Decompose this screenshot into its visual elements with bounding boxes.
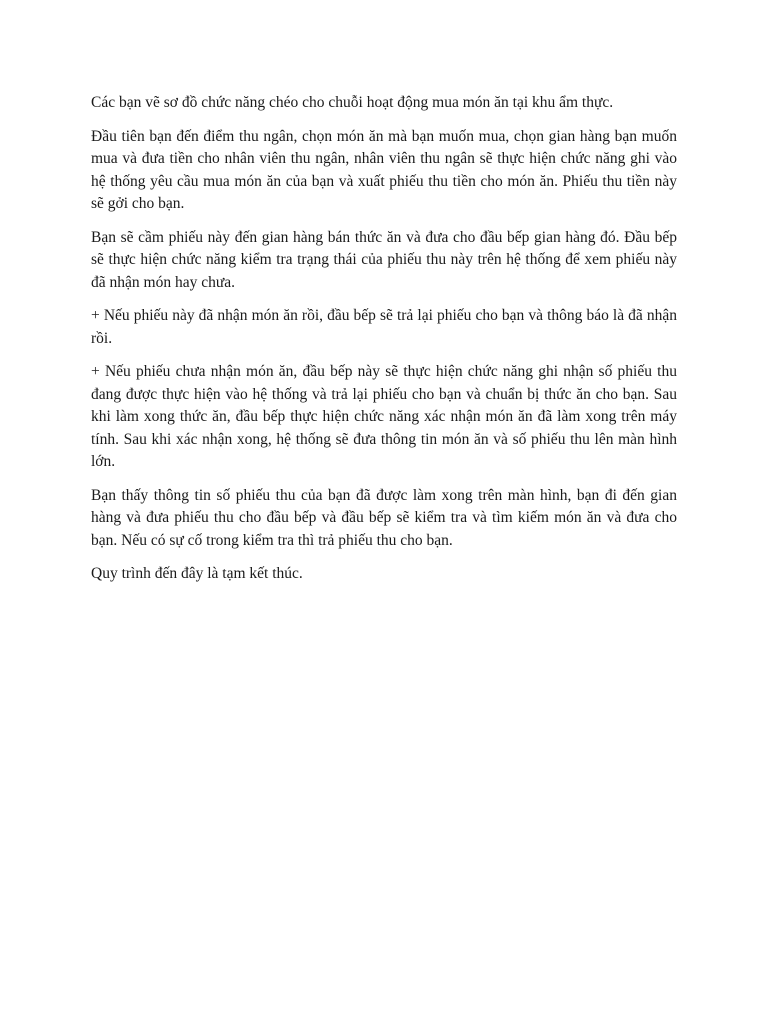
paragraph-end: Quy trình đến đây là tạm kết thúc. [91,565,303,582]
document-body [91,92,677,597]
paragraph-intro: Các bạn vẽ sơ đồ chức năng chéo cho chuỗi hoạt động mua món ăn tại khu ẩm thực. [91,94,614,111]
paragraph-not-received: + Nếu phiếu chưa nhận món ăn, đầu bếp này sẽ thực hiện chức năng ghi nhận số phiếu thu đang được thực hiện vào hệ thống và trả lại phiếu cho bạn và chuẩn bị thức ăn cho bạn. Sau khi làm xong thức ăn, đầu bếp thực hiện chức năng xác nhận món ăn đã làm xong trên máy tính. Sau khi xác nhận xong, hệ thống sẽ đưa thông tin món ăn và số phiếu thu lên màn hình lớn. [91,363,677,470]
paragraph-cashier: Đầu tiên bạn đến điểm thu ngân, chọn món ăn mà bạn muốn mua, chọn gian hàng bạn muốn mua và đưa tiền cho nhân viên thu ngân, nhân viên thu ngân sẽ thực hiện chức năng ghi vào hệ thống yêu cầu mua món ăn của bạn và xuất phiếu thu tiền cho món ăn. Phiếu thu tiền này sẽ gởi cho bạn. [91,127,677,212]
paragraph-already-received: + Nếu phiếu này đã nhận món ăn rồi, đầu bếp sẽ trả lại phiếu cho bạn và thông báo là đã nhận rồi. [91,307,677,347]
paragraph-chef-check: Bạn sẽ cầm phiếu này đến gian hàng bán thức ăn và đưa cho đầu bếp gian hàng đó. Đầu bếp sẽ thực hiện chức năng kiểm tra trạng thái của phiếu thu này trên hệ thống để xem phiếu này đã nhận món hay chưa. [91,228,677,291]
paragraph-pickup: Bạn thấy thông tin số phiếu thu của bạn đã được làm xong trên màn hình, bạn đi đến gian hàng và đưa phiếu thu cho đầu bếp và đầu bếp sẽ kiểm tra và tìm kiếm món ăn và đưa cho bạn. Nếu có sự cố trong kiểm tra thì trả phiếu thu cho bạn. [91,486,677,549]
